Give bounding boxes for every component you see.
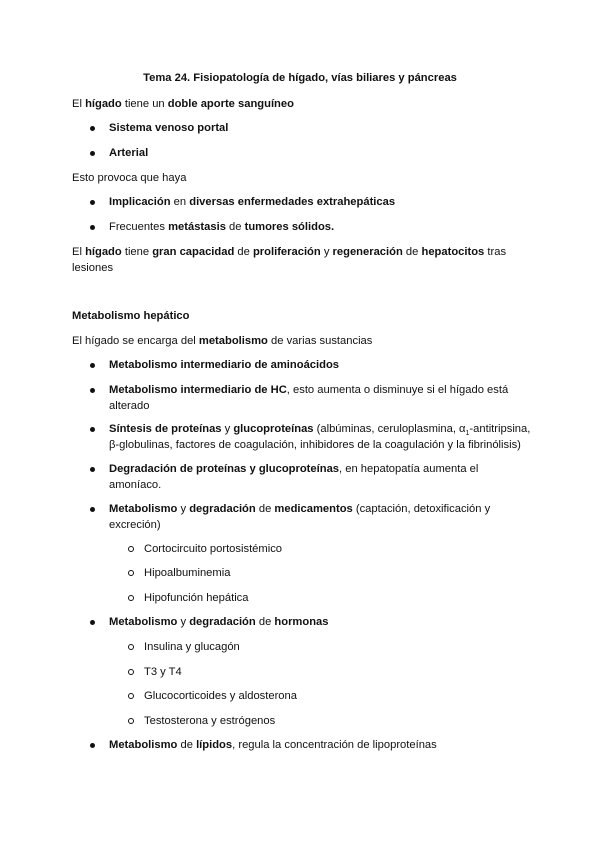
sub-list-item: Insulina y glucagón xyxy=(144,641,240,653)
bullet-icon xyxy=(90,388,95,393)
bullet-icon xyxy=(90,467,95,472)
section-heading: Metabolismo hepático xyxy=(72,310,190,322)
sub-list-item: Cortocircuito portosistémico xyxy=(144,543,283,555)
list-item-continuation: amoníaco. xyxy=(109,479,162,491)
bullet-icon xyxy=(90,427,95,432)
bullet-icon xyxy=(90,126,95,131)
bullet-icon xyxy=(90,200,95,205)
list-item: Frecuentes metástasis de tumores sólidos. xyxy=(109,221,335,233)
paragraph-regeneration: El hígado tiene gran capacidad de proliferación y regeneración de hepatocitos tras xyxy=(72,246,507,258)
list-item: Implicación en diversas enfermedades extrahepáticas xyxy=(109,196,396,208)
sub-list-item: T3 y T4 xyxy=(144,666,182,678)
bullet-icon xyxy=(90,151,95,156)
sub-list-item: Testosterona y estrógenos xyxy=(144,715,276,727)
sub-list-item: Hipofunción hepática xyxy=(144,592,249,604)
list-item: Metabolismo y degradación de hormonas xyxy=(109,616,329,628)
list-item: Metabolismo de lípidos, regula la concentración de lipoproteínas xyxy=(109,739,437,751)
list-item: Degradación de proteínas y glucoproteínas, en hepatopatía aumenta el xyxy=(109,463,479,475)
page-title: Tema 24. Fisiopatología de hígado, vías biliares y páncreas xyxy=(143,72,457,84)
sub-bullet-icon xyxy=(128,669,134,675)
paragraph-continuation: lesiones xyxy=(72,262,114,274)
bullet-icon xyxy=(90,743,95,748)
list-item-continuation: excreción) xyxy=(109,519,161,531)
paragraph: Esto provoca que haya xyxy=(72,172,187,184)
list-item: Metabolismo intermediario de HC, esto aumenta o disminuye si el hígado está xyxy=(109,384,509,396)
list-item: Metabolismo y degradación de medicamentos (captación, detoxificación y xyxy=(109,503,491,515)
list-item: Metabolismo intermediario de aminoácidos xyxy=(109,359,340,371)
paragraph: El hígado se encarga del metabolismo de varias sustancias xyxy=(72,335,373,347)
sub-bullet-icon xyxy=(128,644,134,650)
bullet-icon xyxy=(90,225,95,230)
sub-bullet-icon xyxy=(128,570,134,576)
list-item: Síntesis de proteínas y glucoproteínas (albúminas, ceruloplasmina, $\alpha_1$-antitripsina, xyxy=(109,423,531,438)
sub-bullet-icon xyxy=(128,693,134,699)
list-item: Arterial xyxy=(109,147,149,159)
list-item: Sistema venoso portal xyxy=(109,122,229,134)
bullet-icon xyxy=(90,620,95,625)
bullet-icon xyxy=(90,363,95,368)
bullet-icon xyxy=(90,507,95,512)
list-item-continuation: alterado xyxy=(109,400,150,412)
paragraph-double-blood-supply: El hígado tiene un doble aporte sanguíneo xyxy=(72,98,294,110)
sub-bullet-icon xyxy=(128,546,134,552)
sub-bullet-icon xyxy=(128,595,134,601)
sub-list-item: Hipoalbuminemia xyxy=(144,567,231,579)
sub-list-item: Glucocorticoides y aldosterona xyxy=(144,690,297,702)
sub-bullet-icon xyxy=(128,718,134,724)
list-item-continuation: β-globulinas, factores de coagulación, inhibidores de la coagulación y la fibrinólisis) xyxy=(109,439,521,451)
